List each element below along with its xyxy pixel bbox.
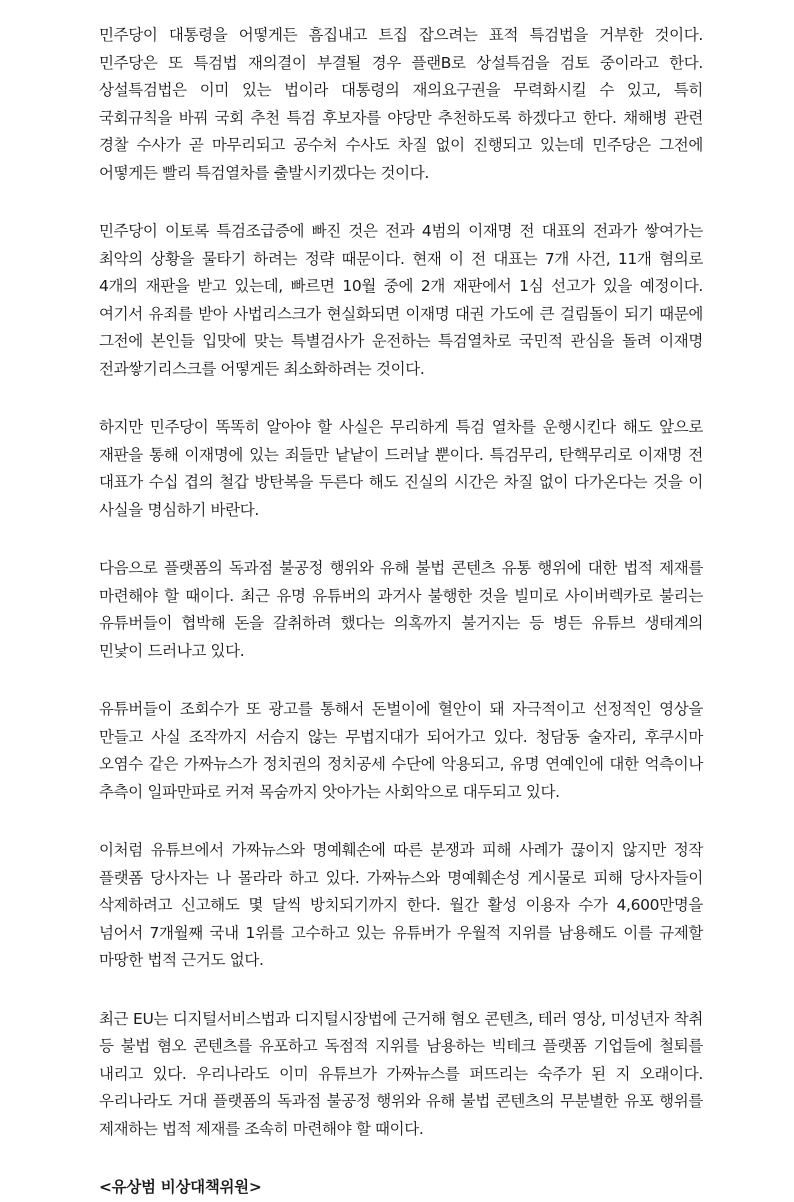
paragraph-5: 유튜버들이 조회수가 또 광고를 통해서 돈벌이에 혈안이 돼 자극적이고 선정적인 영상을 만들고 사실 조작까지 서슴지 않는 무법지대가 되어가고 있다. 청담동 술자리, 후쿠시마 오염수 같은 가짜뉴스가 정치권의 정치공세 수단에 악용되고, 유명 연예인에 대한 억측이나 추측이 일파만파로 커져 목숨까지 앗아가는 사회악으로 대두되고 있다. xyxy=(99,700,703,801)
document-page xyxy=(99,22,703,1202)
author-signature: <유상범 비상대책위원> xyxy=(99,1178,262,1196)
paragraph-4: 다음으로 플랫폼의 독과점 불공정 행위와 유해 불법 콘텐츠 유통 행위에 대한 법적 제재를 마련해야 할 때이다. 최근 유명 유튜버의 과거사 불행한 것을 빌미로 사이버렉카로 불리는 유튜버들이 협박해 돈을 갈취하려 했다는 의혹까지 불거지는 등 병든 유튜브 생태계의 민낯이 드러나고 있다. xyxy=(99,559,703,660)
paragraph-1: 민주당이 대통령을 어떻게든 흠집내고 트집 잡으려는 표적 특검법을 거부한 것이다. 민주당은 또 특검법 재의결이 부결될 경우 플랜B로 상설특검을 검토 중이라고 한다. 상설특검법은 이미 있는 법이라 대통령의 재의요구권을 무력화시킬 수 있고, 특히 국회규칙을 바꿔 국회 추천 특검 후보자를 야당만 추천하도록 하겠다고 한다. 채해병 관련 경찰 수사가 곧 마무리되고 공수처 수사도 차질 없이 진행되고 있는데 민주당은 그전에 어떻게든 빨리 특검열차를 출발시키겠다는 것이다. xyxy=(99,26,703,182)
paragraph-6: 이처럼 유튜브에서 가짜뉴스와 명예훼손에 따른 분쟁과 피해 사례가 끊이지 않지만 정작 플랫폼 당사자는 나 몰라라 하고 있다. 가짜뉴스와 명예훼손성 게시물로 피해 당사자들이 삭제하려고 신고해도 몇 달씩 방치되기까지 한다. 월간 활성 이용자 수가 4,600만명을 넘어서 7개월째 국내 1위를 고수하고 있는 유튜버가 우월적 지위를 남용해도 이를 규제할 마땅한 법적 근거도 없다. xyxy=(99,841,703,969)
paragraph-3: 하지만 민주당이 똑똑히 알아야 할 사실은 무리하게 특검 열차를 운행시킨다 해도 앞으로 재판을 통해 이재명에 있는 죄들만 낱낱이 드러날 뿐이다. 특검무리, 탄핵무리로 이재명 전 대표가 수십 겹의 철갑 방탄복을 두른다 해도 진실의 시간은 차질 없이 다가온다는 것을 이 사실을 명심하기 바란다. xyxy=(99,418,703,519)
paragraph-7: 최근 EU는 디지털서비스법과 디지털시장법에 근거해 혐오 콘텐츠, 테러 영상, 미성년자 착취 등 불법 혐오 콘텐츠를 유포하고 독점적 지위를 남용하는 빅테크 플랫폼 기업들에 철퇴를 내리고 있다. 우리나라도 이미 유튜브가 가짜뉴스를 퍼뜨리는 숙주가 된 지 오래이다. 우리나라도 거대 플랫폼의 독과점 불공정 행위와 유해 불법 콘텐츠의 무분별한 유포 행위를 제재하는 법적 제재를 조속히 마련해야 할 때이다. xyxy=(99,1009,703,1138)
paragraph-2: 민주당이 이토록 특검조급증에 빠진 것은 전과 4범의 이재명 전 대표의 전과가 쌓여가는 최악의 상황을 물타기 하려는 정략 때문이다. 현재 이 전 대표는 7개 사건, 11개 혐의로 4개의 재판을 받고 있는데, 빠르면 10월 중에 2개 재판에서 1심 선고가 있을 예정이다. 여기서 유죄를 받아 사법리스크가 현실화되면 이재명 대권 가도에 큰 걸림돌이 되기 때문에 그전에 본인들 입맛에 맞는 특별검사가 운전하는 특검열차로 국민적 관심을 돌려 이재명 전과쌓기리스크를 어떻게든 최소화하려는 것이다. xyxy=(99,222,703,378)
